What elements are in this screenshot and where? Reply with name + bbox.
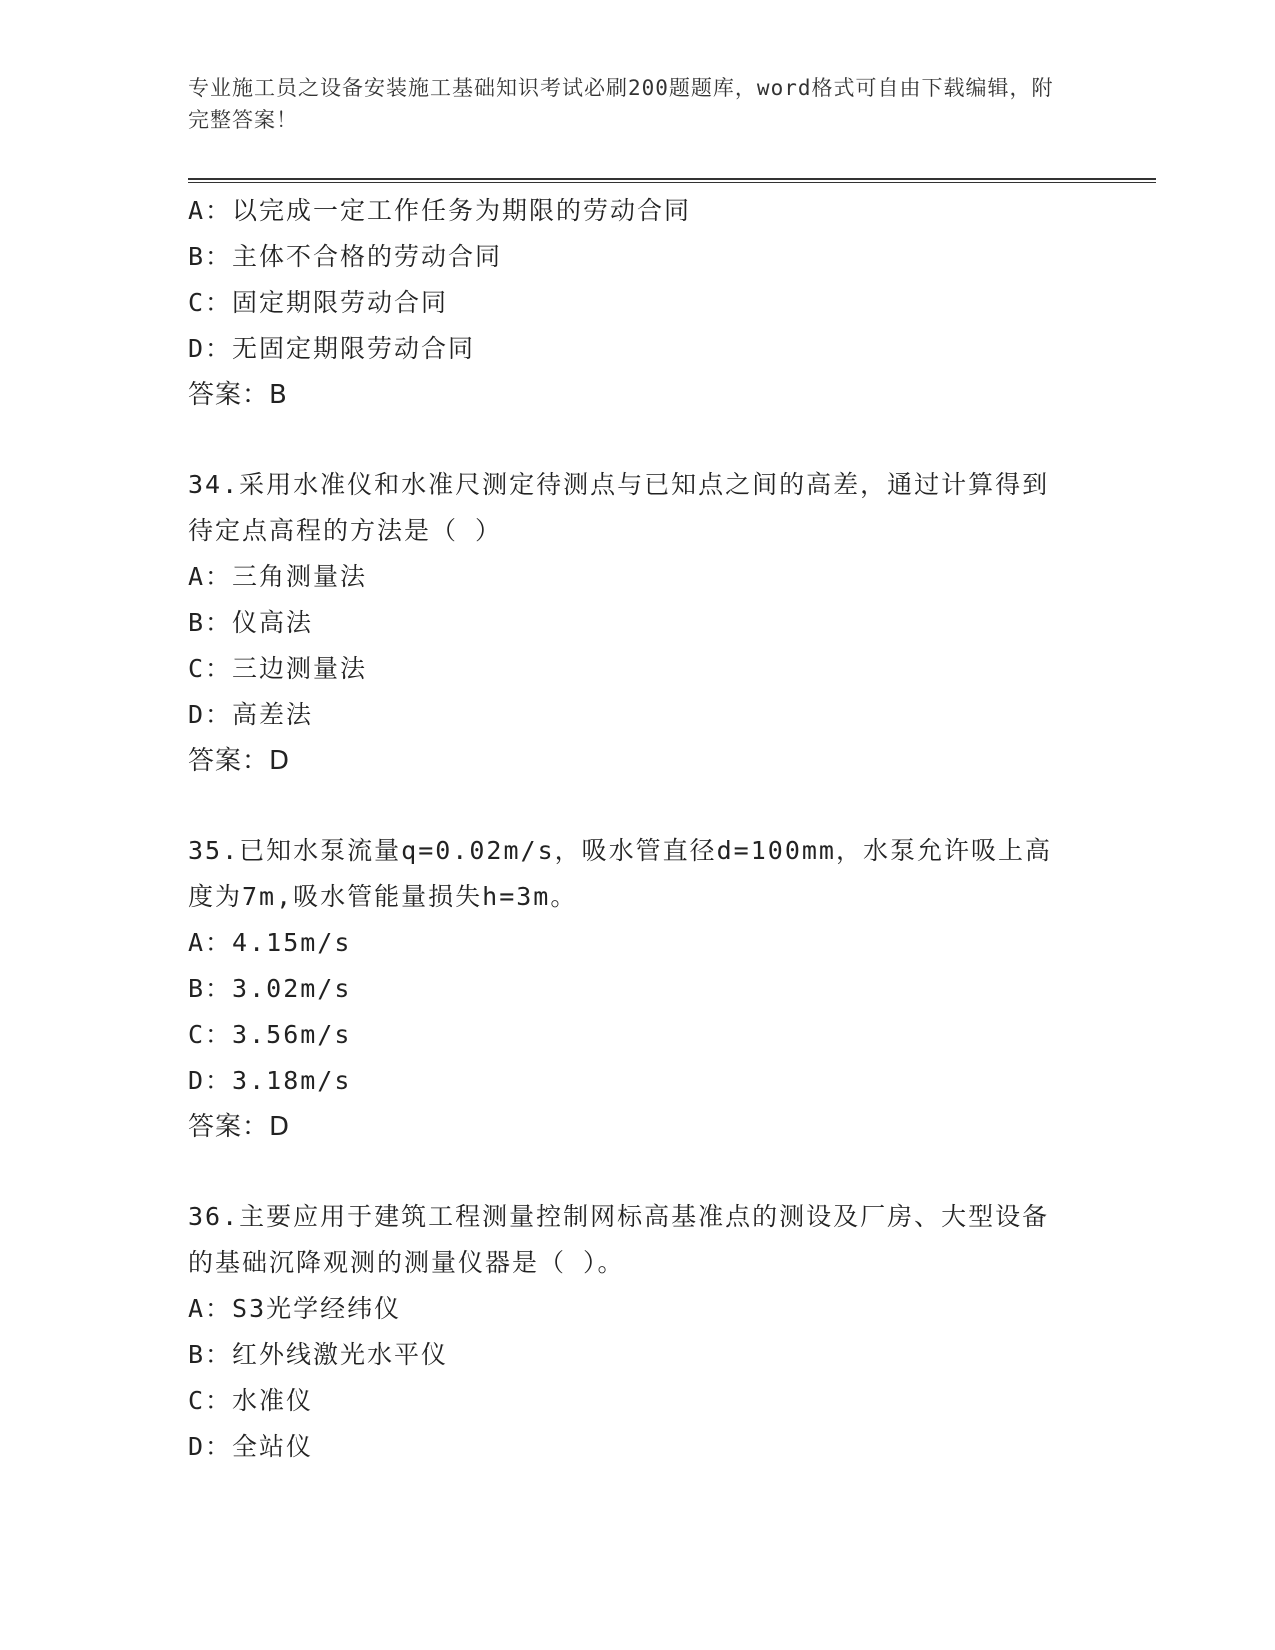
option-c: C：三边测量法 [188,654,368,683]
option-b: B：3.02m/s [188,974,352,1003]
question-block [188,462,1088,784]
document-header: 专业施工员之设备安装施工基础知识考试必刷200题题库，word格式可自由下载编辑，附完整答案！ [188,76,1054,132]
question-block [188,188,1088,418]
option-d: D：高差法 [188,700,314,729]
answer-line: 答案：D [188,1112,291,1142]
question-gap [188,1150,1088,1194]
option-a: A：以完成一定工作任务为期限的劳动合同 [188,196,692,225]
header-rule-thin [188,182,1156,183]
answer-line: 答案：B [188,380,288,410]
option-a: A：三角测量法 [188,562,368,591]
option-a: A：4.15m/s [188,928,352,957]
option-b: B：仪高法 [188,608,314,637]
option-d: D：全站仪 [188,1432,314,1461]
question-list [188,188,1088,1470]
option-c: C：水准仪 [188,1386,314,1415]
option-d: D：无固定期限劳动合同 [188,334,476,363]
option-c: C：固定期限劳动合同 [188,288,449,317]
question-stem: 34.采用水准仪和水准尺测定待测点与已知点之间的高差，通过计算得到待定点高程的方法是（ ） [188,470,1050,545]
option-b: B：红外线激光水平仪 [188,1340,449,1369]
question-stem: 35.已知水泵流量q=0.02m/s，吸水管直径d=100mm，水泵允许吸上高度为7m,吸水管能量损失h=3m。 [188,836,1052,911]
question-block [188,828,1088,1150]
option-c: C：3.56m/s [188,1020,352,1049]
question-stem: 36.主要应用于建筑工程测量控制网标高基准点的测设及厂房、大型设备的基础沉降观测的测量仪器是（ ）。 [188,1202,1050,1277]
option-d: D：3.18m/s [188,1066,352,1095]
header-rule-thick [188,178,1156,180]
option-a: A：S3光学经纬仪 [188,1294,402,1323]
question-block [188,1194,1088,1470]
question-gap [188,784,1088,828]
option-b: B：主体不合格的劳动合同 [188,242,503,271]
question-gap [188,418,1088,462]
answer-line: 答案：D [188,746,291,776]
